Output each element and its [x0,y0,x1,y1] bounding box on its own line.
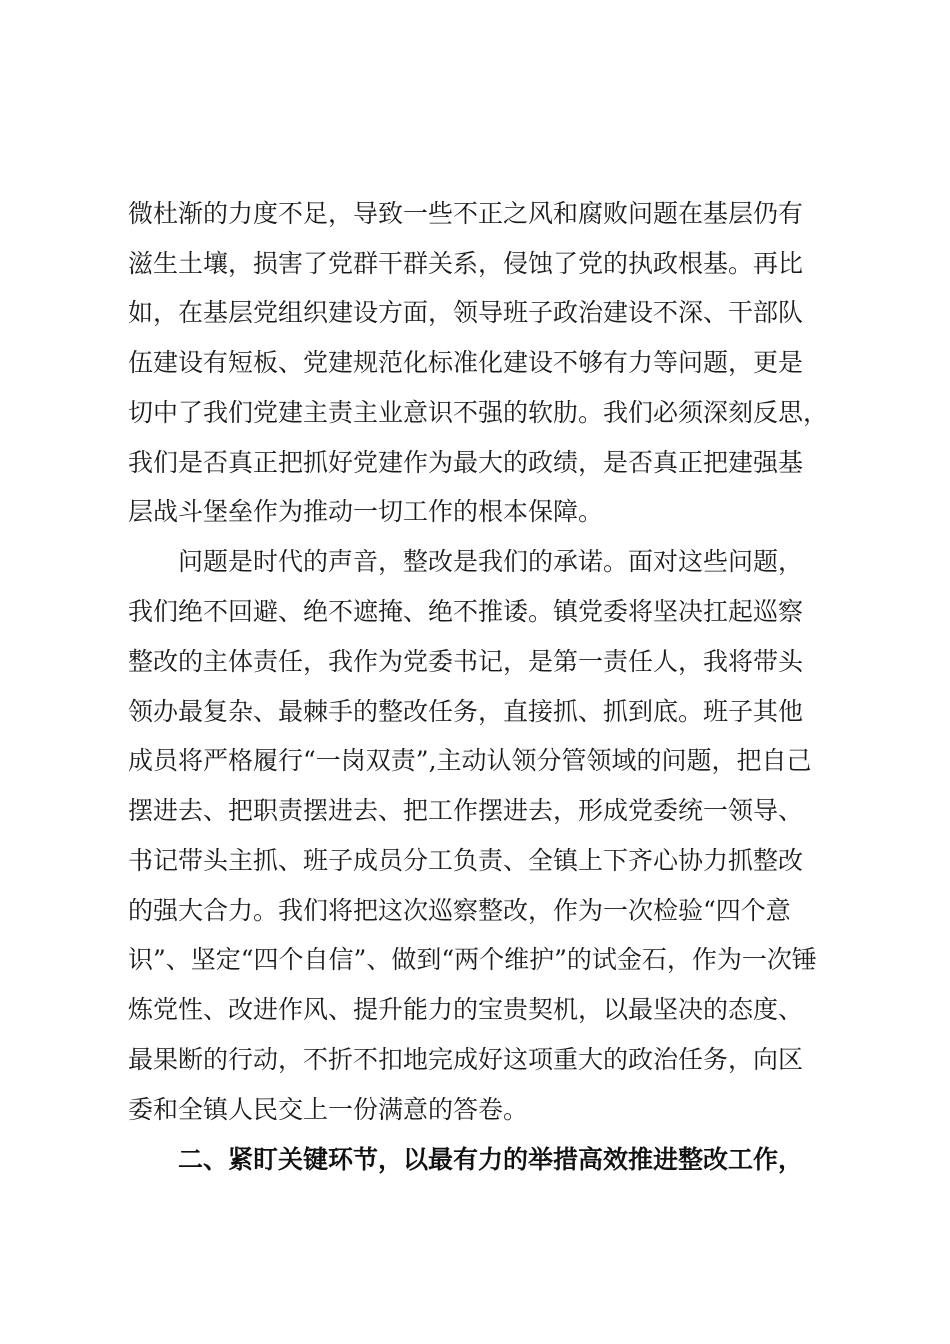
text-line-1: 微杜渐的力度不足，导致一些不正之风和腐败问题在基层仍有 [128,199,804,228]
text-line-15: 的强大合力。我们将把这次巡察整改，作为一次检验“四个意 [128,896,791,925]
text-line-19: 委和全镇人民交上一份满意的答卷。 [128,1095,529,1124]
text-line-4: 伍建设有短板、党建规范化标准化建设不够有力等问题，更是 [128,348,804,377]
text-line-6: 我们是否真正把抓好党建作为最大的政绩，是否真正把建强基 [128,448,804,477]
text-line-16: 识”、坚定“四个自信”、做到“两个维护”的试金石，作为一次锤 [128,945,817,974]
text-line-11: 领办最复杂、最棘手的整改任务，直接抓、抓到底。班子其他 [128,697,804,726]
text-line-17: 炼党性、改进作风、提升能力的宝贵契机，以最坚决的态度、 [128,995,804,1024]
text-line-7: 层战斗堡垒作为推动一切工作的根本保障。 [128,497,604,526]
text-line-8: 问题是时代的声音，整改是我们的承诺。面对这些问题， [128,547,804,576]
text-line-12: 成员将严格履行“一岗双责”,主动认领分管领域的问题，把自己 [128,746,812,775]
text-line-9: 我们绝不回避、绝不遮掩、绝不推诿。镇党委将坚决扛起巡察 [128,597,804,626]
text-line-3: 如，在基层党组织建设方面，领导班子政治建设不深、干部队 [128,298,804,327]
text-line-18: 最果断的行动，不折不扣地完成好这项重大的政治任务，向区 [128,1045,804,1074]
text-line-5: 切中了我们党建主责主业意识不强的软肋。我们必须深刻反思， [128,398,829,427]
text-line-14: 书记带头主抓、班子成员分工负责、全镇上下齐心协力抓整改 [128,846,804,875]
section-heading: 二、紧盯关键环节，以最有力的举措高效推进整改工作， [128,1145,804,1174]
text-line-13: 摆进去、把职责摆进去、把工作摆进去，形成党委统一领导、 [128,796,804,825]
text-line-2: 滋生土壤，损害了党群干群关系，侵蚀了党的执政根基。再比 [128,249,804,278]
text-line-10: 整改的主体责任，我作为党委书记，是第一责任人，我将带头 [128,647,804,676]
